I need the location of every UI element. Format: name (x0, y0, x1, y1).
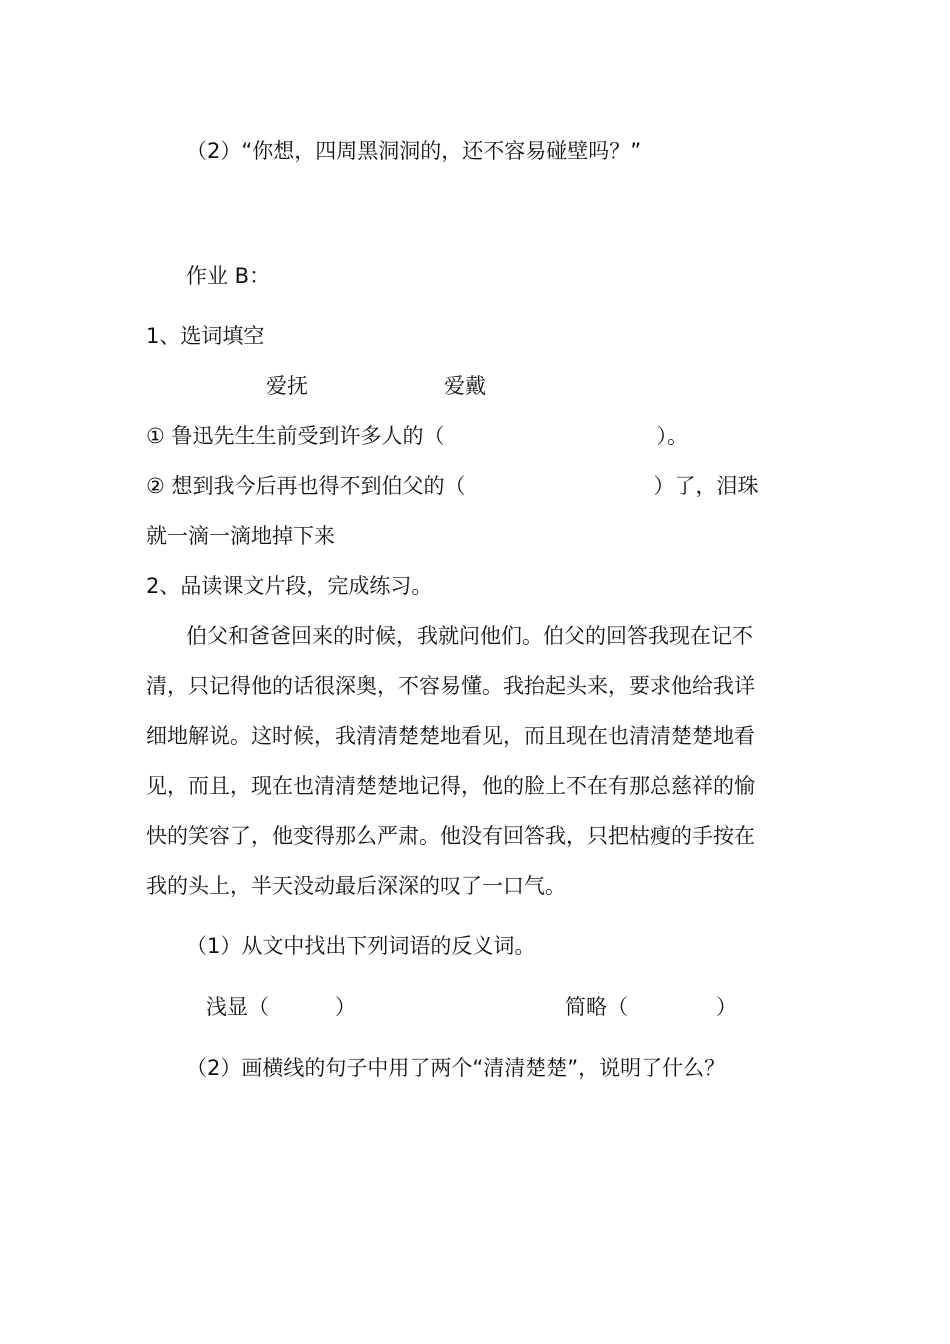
antonym-a-end: ） (335, 995, 356, 1019)
question-1: （1）从文中找出下列词语的反义词。 (186, 934, 536, 958)
antonym-b-end: ） (716, 995, 737, 1019)
item-2-end: ）了，泪珠 (653, 474, 759, 498)
item-1-end: ）。 (656, 424, 689, 448)
word-choice-b: 爱戴 (444, 374, 486, 398)
homework-b-title: 作业 B： (186, 264, 271, 288)
section-1-title: 1、选词填空 (146, 324, 265, 348)
antonym-item-b (565, 993, 737, 1021)
passage-line: 清，只记得他的话很深奥，不容易懂。我抬起头来，要求他给我详 (146, 674, 755, 698)
item-2-start: ② 想到我今后再也得不到伯父的（ (146, 474, 466, 498)
section-2-title: 2、品读课文片段，完成练习。 (146, 574, 433, 598)
fill-blank-item-2-line-2: 就一滴一滴地掉下来 (146, 524, 335, 548)
fill-blank-item-2 (146, 472, 759, 500)
passage-line: 伯父和爸爸回来的时候，我就问他们。伯父的回答我现在记不 (186, 624, 753, 648)
antonym-a-start: 浅显（ (206, 995, 269, 1019)
passage-line: 细地解说。这时候，我清清楚楚地看见，而且现在也清清楚楚地看 (146, 724, 755, 748)
passage-line: 我的头上，半天没动最后深深的叹了一口气。 (146, 874, 566, 898)
antonym-item-a (206, 993, 356, 1021)
fill-blank-item-1 (146, 422, 688, 450)
antonym-b-start: 简略（ (565, 995, 628, 1019)
previous-question-2: （2）“你想，四周黑洞洞的，还不容易碰壁吗？” (186, 139, 642, 163)
word-choice-a: 爱抚 (266, 374, 308, 398)
question-2: （2）画横线的句子中用了两个“清清楚楚”，说明了什么？ (186, 1056, 726, 1080)
passage-line: 见，而且，现在也清清楚楚地记得，他的脸上不在有那总慈祥的愉 (146, 774, 755, 798)
passage-line: 快的笑容了，他变得那么严肃。他没有回答我，只把枯瘦的手按在 (146, 824, 755, 848)
item-1-start: ① 鲁迅先生生前受到许多人的（ (146, 424, 445, 448)
